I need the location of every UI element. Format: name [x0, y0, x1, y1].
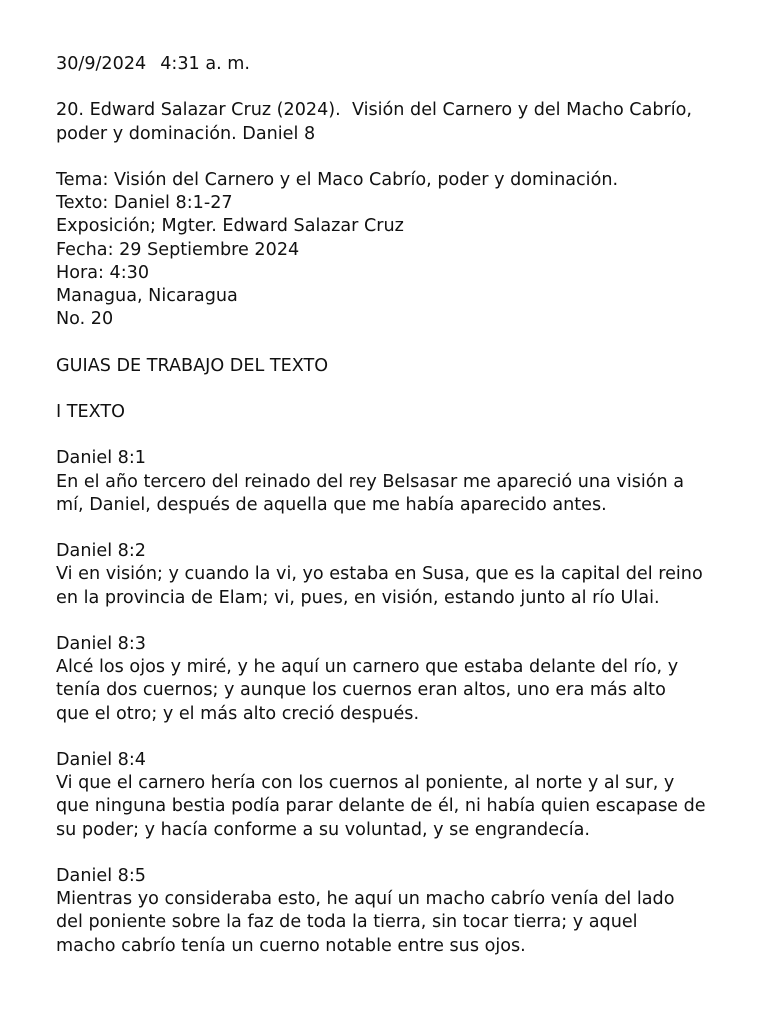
verse-block	[56, 633, 736, 726]
meta-location: Managua, Nicaragua	[56, 286, 238, 306]
verse-block	[56, 749, 736, 842]
verse-line: Mientras yo consideraba esto, he aquí un macho cabrío venía del lado	[56, 889, 675, 910]
spacer	[56, 378, 736, 401]
verse-reference: Daniel 8:5	[56, 865, 146, 886]
metadata-block	[56, 169, 736, 331]
spacer	[56, 610, 736, 633]
spacer	[56, 517, 736, 540]
subsection-heading: I TEXTO	[56, 401, 125, 422]
verse-line: su poder; y hacía conforme a su voluntad, y se engrandecía.	[56, 819, 590, 840]
title-line: 20. Edward Salazar Cruz (2024). Visión del Carnero y del Macho Cabrío,	[56, 100, 693, 121]
section-heading: GUIAS DE TRABAJO DEL TEXTO	[56, 355, 329, 376]
verse-line: en la provincia de Elam; vi, pues, en visión, estando junto al río Ulai.	[56, 587, 660, 608]
spacer	[56, 842, 736, 865]
verse-line: Alcé los ojos y miré, y he aquí un carnero que estaba delante del río, y	[56, 657, 679, 678]
document-page	[56, 53, 736, 958]
verse-line: mí, Daniel, después de aquella que me había aparecido antes.	[56, 494, 607, 515]
meta-number: No. 20	[56, 309, 114, 330]
time-text: 4:31 a. m.	[160, 54, 251, 74]
meta-date: Fecha: 29 Septiembre 2024	[56, 239, 300, 260]
verse-line: En el año tercero del reinado del rey Belsasar me apareció una visión a	[56, 471, 685, 492]
verse-line: del poniente sobre la faz de toda la tierra, sin tocar tierra; y aquel	[56, 912, 638, 933]
verse-reference: Daniel 8:3	[56, 633, 146, 654]
spacer	[56, 726, 736, 749]
verse-reference: Daniel 8:4	[56, 749, 146, 770]
spacer	[56, 424, 736, 447]
meta-exposition: Exposición; Mgter. Edward Salazar Cruz	[56, 216, 404, 237]
date-text: 30/9/2024	[56, 54, 147, 74]
verse-block	[56, 865, 736, 958]
verse-reference: Daniel 8:1	[56, 448, 146, 469]
spacer	[56, 331, 736, 354]
verse-line: tenía dos cuernos; y aunque los cuernos eran altos, uno era más alto	[56, 680, 666, 701]
spacer	[56, 146, 736, 169]
verse-line: Vi que el carnero hería con los cuernos al poniente, al norte y al sur, y	[56, 773, 675, 794]
meta-theme: Tema: Visión del Carnero y el Maco Cabrío, poder y dominación.	[56, 169, 619, 190]
verse-block	[56, 540, 736, 610]
verse-line: que el otro; y el más alto creció después.	[56, 703, 420, 724]
datetime-header	[56, 53, 736, 76]
verse-reference: Daniel 8:2	[56, 541, 146, 562]
spacer	[56, 76, 736, 99]
verse-line: macho cabrío tenía un cuerno notable entre sus ojos.	[56, 935, 526, 956]
verse-block	[56, 447, 736, 517]
verse-line: que ninguna bestia podía parar delante de él, ni había quien escapase de	[56, 796, 706, 817]
document-title	[56, 99, 736, 145]
meta-text: Texto: Daniel 8:1-27	[56, 193, 233, 214]
verse-line: Vi en visión; y cuando la vi, yo estaba en Susa, que es la capital del reino	[56, 564, 703, 585]
title-line: poder y dominación. Daniel 8	[56, 123, 316, 144]
meta-hour: Hora: 4:30	[56, 262, 150, 283]
